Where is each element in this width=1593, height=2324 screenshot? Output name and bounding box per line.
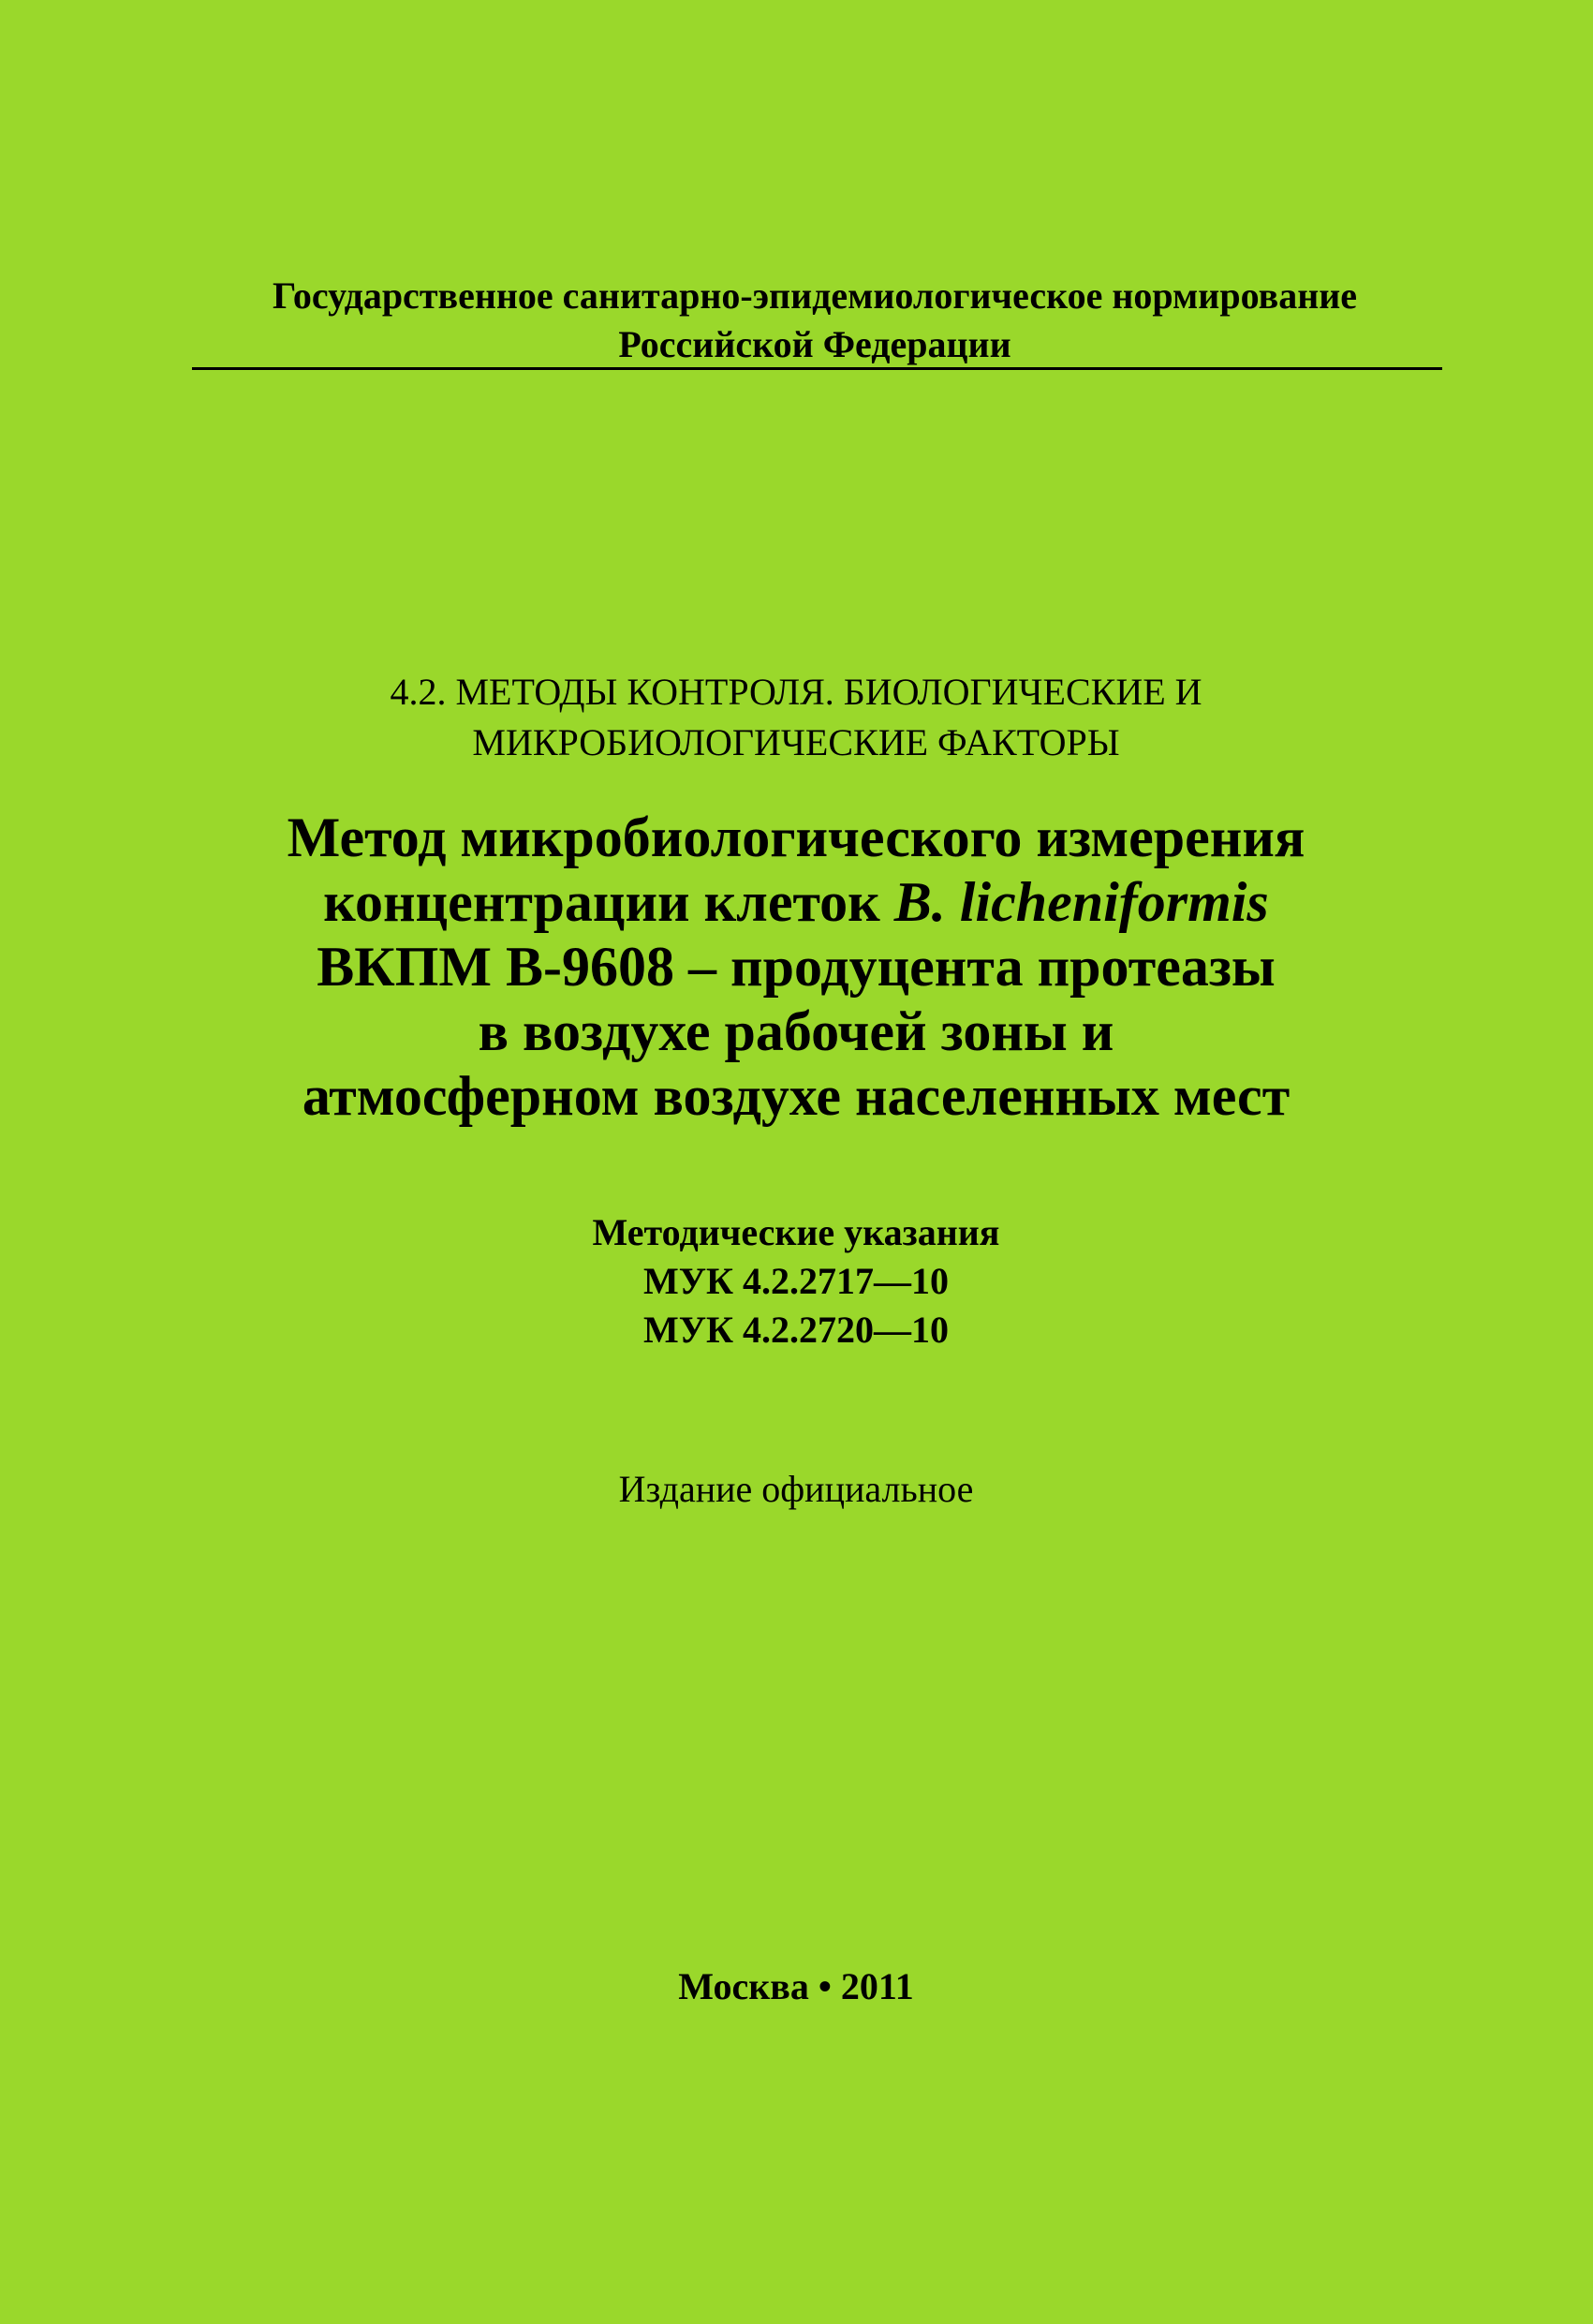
issuer-header (187, 272, 1442, 369)
series-line-2: МИКРОБИОЛОГИЧЕСКИЕ ФАКТОРЫ (472, 721, 1120, 763)
issuer-line-1: Государственное санитарно-эпидемиологическое нормирование (272, 274, 1358, 317)
title-line-4: в воздухе рабочей зоны и (478, 1000, 1114, 1062)
issuer-line-2: Российской Федерации (618, 323, 1011, 365)
document-code-2: МУК 4.2.2720—10 (642, 1309, 950, 1351)
title-latin-name: B. licheniformis (893, 871, 1269, 933)
document-code-1: МУК 4.2.2717—10 (642, 1260, 950, 1302)
title-line-5: атмосферном воздухе населенных мест (302, 1065, 1291, 1127)
document-type-block (281, 1208, 1311, 1354)
series-line-1: 4.2. МЕТОДЫ КОНТРОЛЯ. БИОЛОГИЧЕСКИЕ И (390, 671, 1202, 713)
series-heading (187, 667, 1405, 768)
title-line-1: Метод микробиологического измерения (287, 807, 1305, 868)
title-line-3: ВКПМ В-9608 – продуцента протеазы (317, 936, 1276, 998)
imprint-city-year: Москва • 2011 (678, 1965, 914, 2007)
header-divider (192, 367, 1442, 370)
title-line-2 (140, 870, 1452, 935)
title-line-2-prefix: концентрации клеток (323, 871, 894, 933)
document-title (140, 806, 1452, 1129)
edition-note: Издание официальное (618, 1468, 974, 1510)
document-type-label: Методические указания (592, 1211, 1000, 1253)
